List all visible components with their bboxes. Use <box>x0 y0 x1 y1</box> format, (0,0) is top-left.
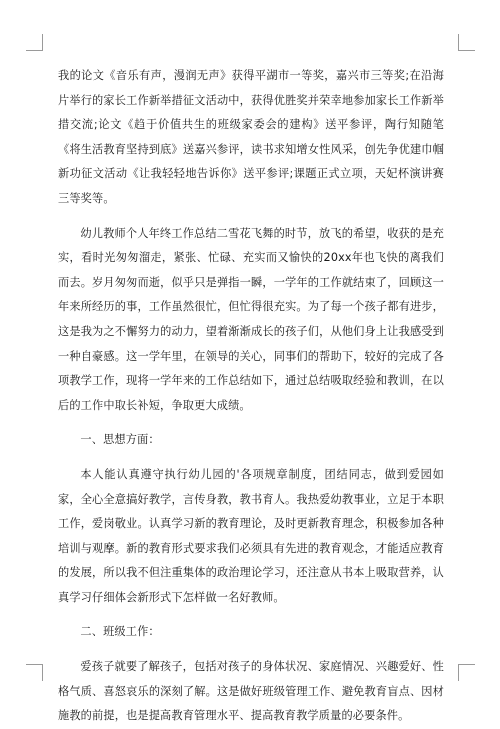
paragraph-thought: 本人能认真遵守执行幼儿园的'各项规章制度，团结同志，做到爱园如家，全心全意搞好教学，言传身教，教书育人。我热爱幼教事业，立足于本职工作，爱岗敬业。认真学习新的教育理论，及时更新教育理念，积极参加各种培训与观摩。新的教育形式要求我们必须具有先进的教育观念，才能适应教育的发展，所以我不但注重集体的政治理论学习，还注意从书本上吸取营养，认真学习仔细体会新形式下怎样做一名好教师。 <box>58 467 444 604</box>
paragraph-summary: 幼儿教师个人年终工作总结二雪花飞舞的时节，放飞的希望，收获的是充实，看时光匆匆溜走，紧张、忙碌、充实而又愉快的20xx年也飞快的离我们而去。岁月匆匆而逝，似乎只是弹指一瞬，一学年的工作就结束了，回顾这一年来所经历的事，工作虽然很忙，但忙得很充实。为了每一个孩子都有进步，这是我为之不懈努力的动力，望着渐渐成长的孩子们，从他们身上让我感受到一种自豪感。这一学年里，在领导的关心，同事们的帮助下，较好的完成了各项教学工作，现将一学年来的工作总结如下，通过总结吸取经验和教训，在以后的工作中取长补短，争取更大成绩。 <box>58 226 444 412</box>
crop-mark-top-left <box>26 34 43 51</box>
crop-mark-top-right <box>458 34 475 51</box>
paragraph-gap <box>58 453 444 463</box>
crop-mark-bottom-right <box>458 664 475 681</box>
paragraph-gap <box>58 212 444 222</box>
paragraph-gap <box>58 645 444 655</box>
paragraph-intro: 我的论文《音乐有声，漫润无声》获得平湖市一等奖，嘉兴市三等奖;在沿海片举行的家长工作新举措征文活动中，获得优胜奖并荣幸地参加家长工作新举措交流;论文《趋于价值共生的班级家委会的建构》送平参评，陶行知随笔《将生活教育坚持到底》送嘉兴参评，读书求知增女性风采，创先争优建巾帼新功征文活动《让我轻轻地告诉你》送平参评;课题正式立项，天妃杯演讲赛三等奖等。 <box>58 69 444 205</box>
section-heading-thought: 一、思想方面： <box>80 433 160 447</box>
paragraph-gap <box>58 418 444 428</box>
paragraph-class-work: 爱孩子就要了解孩子，包括对孩子的身体状况、家庭情况、兴趣爱好、性格气质、喜怒哀乐的深刻了解。这是做好班级管理工作、避免教育盲点、因材施教的前提，也是提高教育管理水平、提高教育教学质量的必要条件。 <box>58 660 444 723</box>
section-heading-class: 二、班级工作： <box>80 625 160 639</box>
crop-mark-bottom-left <box>26 664 43 681</box>
paragraph-gap <box>58 610 444 620</box>
document-body <box>58 64 444 729</box>
